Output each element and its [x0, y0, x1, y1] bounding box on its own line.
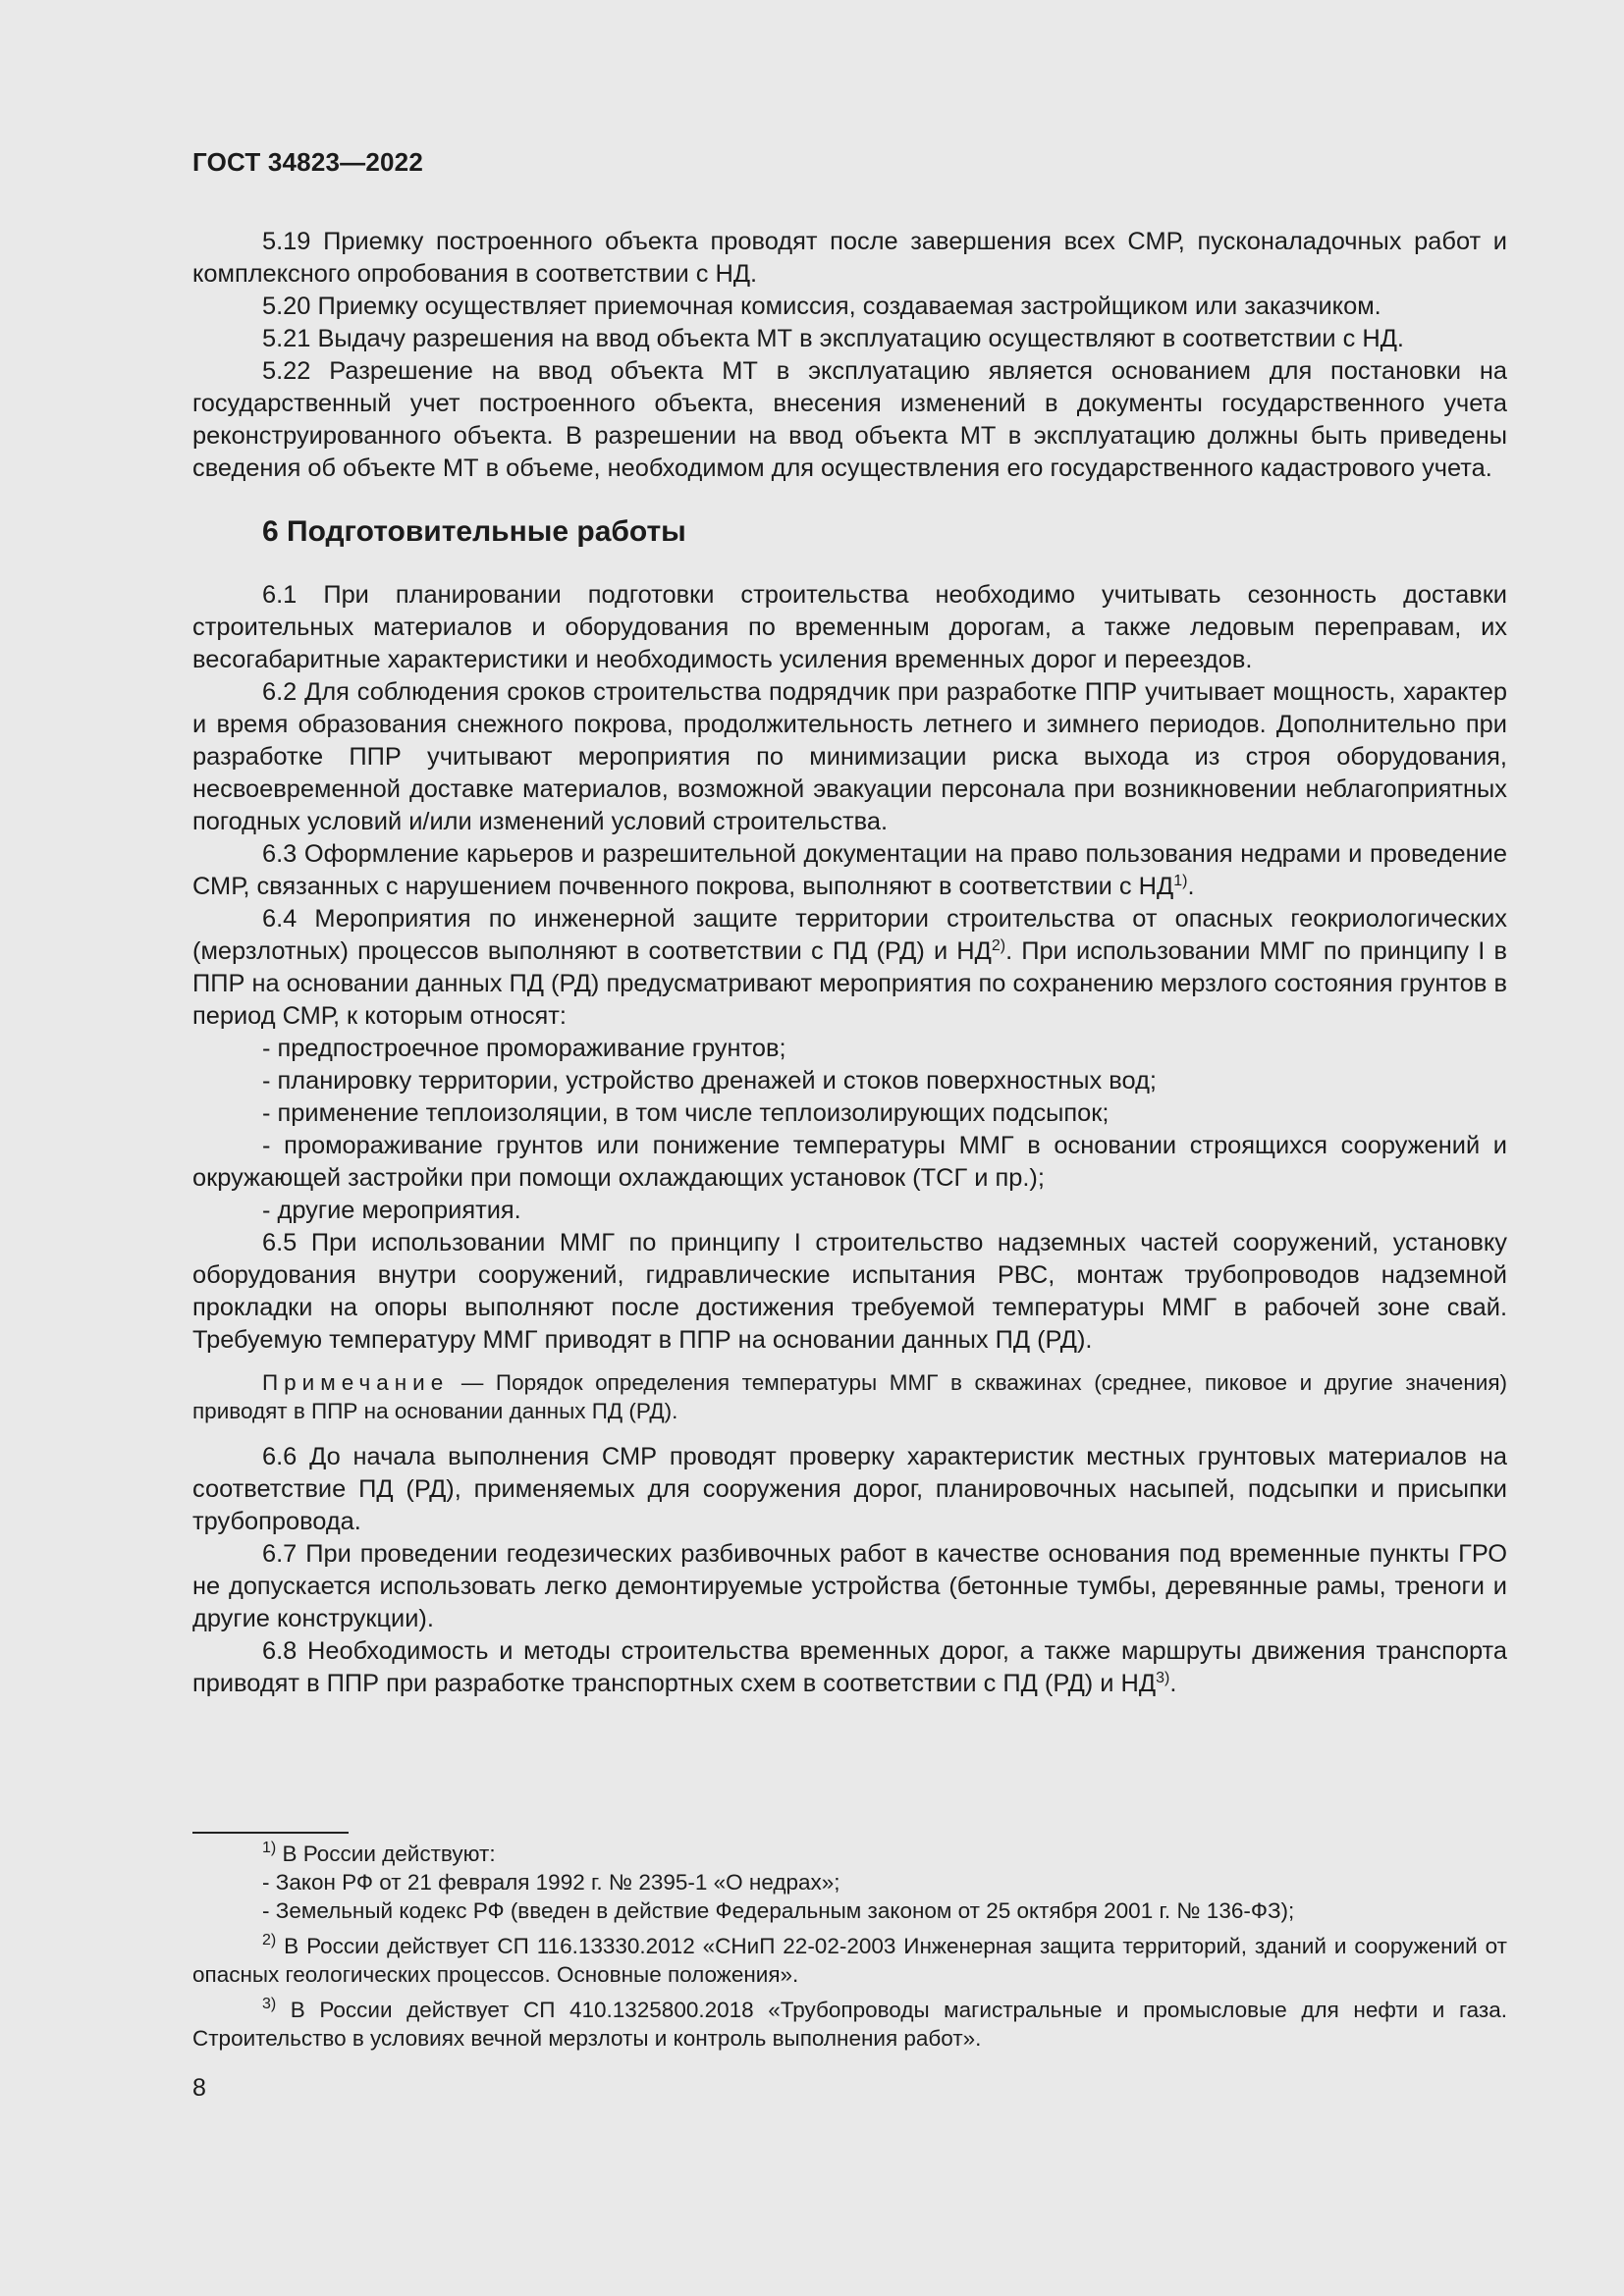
section-6-heading: 6 Подготовительные работы: [262, 515, 686, 548]
clause-6-5: 6.5 При использовании ММГ по принципу I строительство надземных частей сооружений, установку оборудования внутри сооружений, гидравлические испытания РВС, монтаж трубопроводов надземной прокладки на опоры выполняют после достижения требуемой температуры ММГ в рабочей зоне свай. Требуемую температуру ММГ приводят в ППР на основании данных ПД (РД).: [192, 1229, 1507, 1354]
clause-6-8: [192, 1635, 1507, 1700]
footnote-3: [192, 1996, 1507, 2053]
clause-6-3: [192, 838, 1507, 903]
list-item: - предпостроечное промораживание грунтов;: [262, 1035, 786, 1062]
footnotes: [192, 1840, 1507, 2053]
note-label: Примечание: [262, 1370, 450, 1395]
clause-6-3-text: 6.3 Оформление карьеров и разрешительной документации на право пользования недрами и проведение СМР, связанных с нарушением почвенного покрова, выполняют в соответствии с НД: [192, 840, 1507, 900]
footnote-ref-3[interactable]: 3): [1156, 1670, 1170, 1686]
note: [192, 1368, 1507, 1425]
footnote-1-item: - Закон РФ от 21 февраля 1992 г. № 2395-1 «О недрах»;: [262, 1870, 840, 1895]
clause-6-3-end: .: [1187, 873, 1195, 900]
clause-6-4: [192, 903, 1507, 1033]
footnote-3-mark: 3): [262, 1996, 277, 2012]
footnote-2-mark: 2): [262, 1932, 277, 1949]
footnote-2: [192, 1932, 1507, 1989]
clause-5-19: 5.19 Приемку построенного объекта проводят после завершения всех СМР, пусконаладочных работ и комплексного опробования в соответствии с НД.: [192, 228, 1507, 288]
footnote-1-mark: 1): [262, 1840, 277, 1856]
page-number: 8: [192, 2074, 206, 2102]
clause-6-2: 6.2 Для соблюдения сроков строительства подрядчик при разработке ППР учитывает мощность, характер и время образования снежного покрова, продолжительность летнего и зимнего периодов. Дополнительно при разработке ППР учитывают мероприятия по минимизации риска выхода из строя оборудования, несвоевременной доставке материалов, возможной эвакуации персонала при возникновении неблагоприятных погодных условий и/или изменений условий строительства.: [192, 678, 1507, 835]
footnote-1-item: - Земельный кодекс РФ (введен в действие Федеральным законом от 25 октября 2001 г. № 136-ФЗ);: [262, 1898, 1295, 1923]
clause-5-20: 5.20 Приемку осуществляет приемочная комиссия, создаваемая застройщиком или заказчиком.: [262, 293, 1381, 320]
footnote-ref-2[interactable]: 2): [991, 937, 1006, 954]
note-text: — Порядок определения температуры ММГ в скважинах (среднее, пиковое и другие значения) приводят в ППР на основании данных ПД (РД).: [192, 1370, 1507, 1423]
clause-6-1: 6.1 При планировании подготовки строительства необходимо учитывать сезонность доставки строительных материалов и оборудования по временным дорогам, а также ледовым переправам, их весогабаритные характеристики и необходимость усиления временных дорог и переездов.: [192, 581, 1507, 673]
footnote-ref-1[interactable]: 1): [1173, 873, 1188, 889]
footnote-divider: [192, 1832, 349, 1834]
clause-6-7: 6.7 При проведении геодезических разбивочных работ в качестве основания под временные пункты ГРО не допускается использовать легко демонтируемые устройства (бетонные тумбы, деревянные рамы, треноги и другие конструкции).: [192, 1540, 1507, 1632]
document-body: [192, 226, 1507, 1700]
list-item: - другие мероприятия.: [262, 1197, 521, 1224]
footnote-1-text: В России действуют:: [276, 1842, 496, 1866]
footnote-3-text: В России действует СП 410.1325800.2018 «Трубопроводы магистральные и промысловые для нефти и газа. Строительство в условиях вечной мерзлоты и контроль выполнения работ».: [192, 1998, 1507, 2051]
footnote-2-text: В России действует СП 116.13330.2012 «СНиП 22-02-2003 Инженерная защита территорий, зданий и сооружений от опасных геологических процессов. Основные положения».: [192, 1934, 1507, 1987]
footnote-1: [192, 1840, 1507, 1868]
clause-5-21: 5.21 Выдачу разрешения на ввод объекта МТ в эксплуатацию осуществляют в соответствии с НД.: [262, 325, 1404, 352]
clause-6-4-text-b: . При использовании ММГ по принципу I в ППР на основании данных ПД (РД) предусматривают мероприятия по сохранению мерзлого состояния грунтов в период СМР, к которым относят:: [192, 937, 1507, 1030]
clause-6-8-text: 6.8 Необходимость и методы строительства временных дорог, а также маршруты движения транспорта приводят в ППР при разработке транспортных схем в соответствии с ПД (РД) и НД: [192, 1637, 1507, 1697]
standard-header: ГОСТ 34823—2022: [192, 147, 423, 177]
clause-6-4-text-a: 6.4 Мероприятия по инженерной защите территории строительства от опасных геокриологических (мерзлотных) процессов выполняют в соответствии с ПД (РД) и НД: [192, 905, 1507, 965]
list-item: - промораживание грунтов или понижение температуры ММГ в основании строящихся сооружений и окружающей застройки при помощи охлаждающих установок (ТСГ и пр.);: [192, 1132, 1507, 1192]
clause-6-6: 6.6 До начала выполнения СМР проводят проверку характеристик местных грунтовых материалов на соответствие ПД (РД), применяемых для сооружения дорог, планировочных насыпей, подсыпки и присыпки трубопровода.: [192, 1443, 1507, 1535]
list-item: - планировку территории, устройство дренажей и стоков поверхностных вод;: [262, 1067, 1157, 1095]
clause-6-8-end: .: [1169, 1670, 1177, 1697]
clause-5-22: 5.22 Разрешение на ввод объекта МТ в эксплуатацию является основанием для постановки на государственный учет построенного объекта, внесения изменений в документы государственного учета реконструированного объекта. В разрешении на ввод объекта МТ в эксплуатацию должны быть приведены сведения об объекте МТ в объеме, необходимом для осуществления его государственного кадастрового учета.: [192, 357, 1507, 482]
list-item: - применение теплоизоляции, в том числе теплоизолирующих подсыпок;: [262, 1099, 1110, 1127]
